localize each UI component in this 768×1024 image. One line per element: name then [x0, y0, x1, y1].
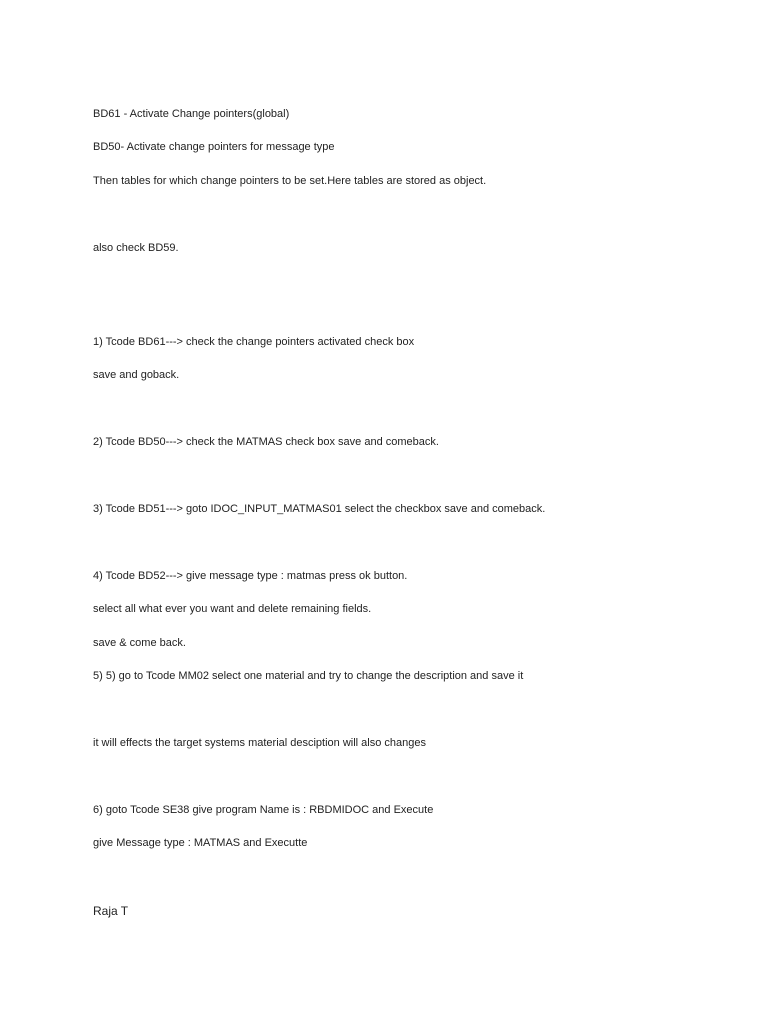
- text-line-bd50-message-type: BD50- Activate change pointers for message type: [93, 141, 335, 153]
- step-4-save-line: save & come back.: [93, 637, 186, 649]
- step-2-line: 2) Tcode BD50---> check the MATMAS check box save and comeback.: [93, 436, 439, 448]
- step-1-save-line: save and goback.: [93, 369, 180, 381]
- step-5-effect-line: it will effects the target systems material desciption will also changes: [93, 737, 426, 749]
- text-line-check-bd59: also check BD59.: [93, 242, 179, 254]
- step-6-message-type-line: give Message type : MATMAS and Executte: [93, 837, 308, 849]
- step-1-line: 1) Tcode BD61---> check the change pointers activated check box: [93, 336, 415, 348]
- text-line-tables-object: Then tables for which change pointers to be set.Here tables are stored as object.: [93, 175, 487, 187]
- step-6-line: 6) goto Tcode SE38 give program Name is : RBDMIDOC and Execute: [93, 804, 434, 816]
- step-5-line: 5) 5) go to Tcode MM02 select one material and try to change the description and save it: [93, 670, 524, 682]
- author-signature: Raja T: [93, 904, 129, 918]
- step-4-select-line: select all what ever you want and delete remaining fields.: [93, 603, 372, 615]
- text-line-bd61-global: BD61 - Activate Change pointers(global): [93, 108, 290, 120]
- step-4-line: 4) Tcode BD52---> give message type : matmas press ok button.: [93, 570, 408, 582]
- step-3-line: 3) Tcode BD51---> goto IDOC_INPUT_MATMAS01 select the checkbox save and comeback.: [93, 503, 546, 515]
